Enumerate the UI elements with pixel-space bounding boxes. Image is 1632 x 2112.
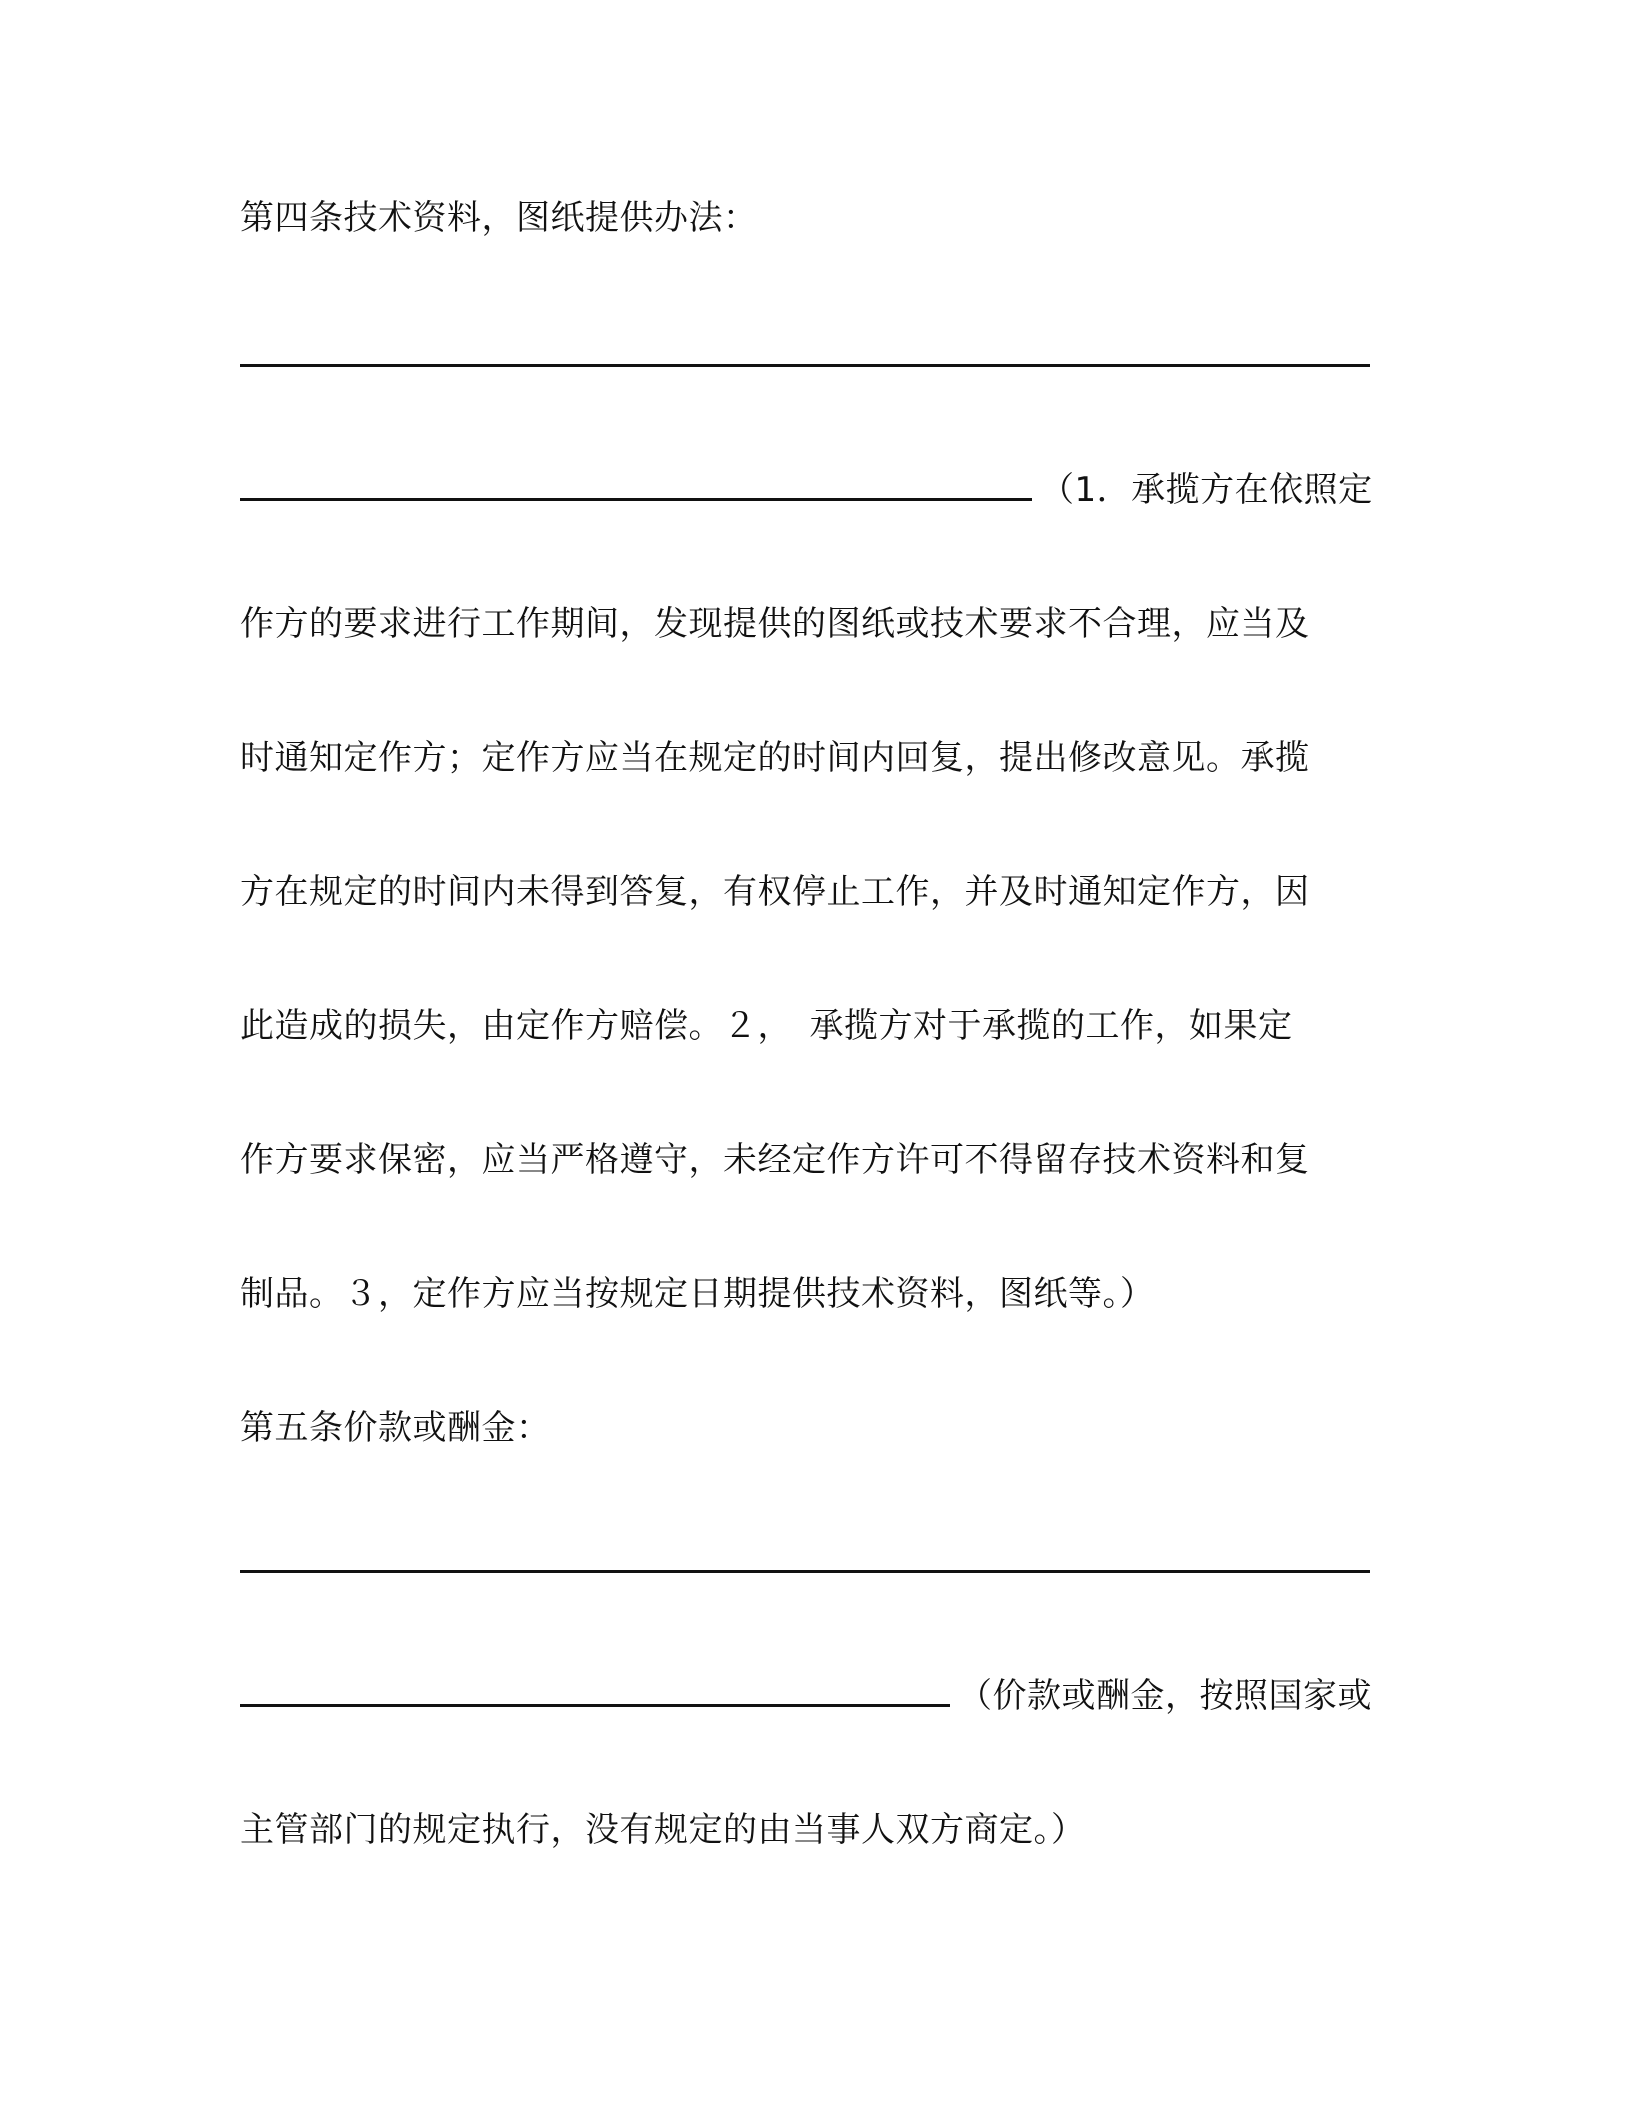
fill-in-blank[interactable] [240, 468, 1032, 501]
article-4-note-line: 此造成的损失，由定作方赔偿。２， 承揽方对于承揽的工作，如果定 [240, 1006, 1293, 1046]
article-4-note-line: （1．承揽方在依照定 [1040, 470, 1373, 510]
article-4-blank-line-1[interactable] [240, 334, 1400, 378]
article-4-heading: 第四条技术资料，图纸提供办法： [240, 198, 758, 238]
article-4-note-line: 时通知定作方；定作方应当在规定的时间内回复，提出修改意见。承揽 [240, 738, 1310, 778]
fill-in-blank[interactable] [240, 1540, 1370, 1573]
article-4-note-line: 制品。３，定作方应当按规定日期提供技术资料，图纸等。） [240, 1274, 1155, 1314]
fill-in-blank[interactable] [240, 1674, 950, 1707]
article-4-note-line: 作方要求保密，应当严格遵守，未经定作方许可不得留存技术资料和复 [240, 1140, 1310, 1180]
article-4-note-line: 作方的要求进行工作期间，发现提供的图纸或技术要求不合理，应当及 [240, 604, 1310, 644]
article-5-note-line: 主管部门的规定执行，没有规定的由当事人双方商定。） [240, 1810, 1086, 1850]
article-5-blank-line-2 [240, 1674, 1400, 1718]
article-4-note-line: 方在规定的时间内未得到答复，有权停止工作，并及时通知定作方，因 [240, 872, 1310, 912]
article-5-heading: 第五条价款或酬金： [240, 1408, 551, 1448]
article-4-blank-line-2 [240, 468, 1400, 512]
article-5-note-line: （价款或酬金，按照国家或 [958, 1676, 1372, 1716]
fill-in-blank[interactable] [240, 334, 1370, 367]
article-5-blank-line-1[interactable] [240, 1540, 1400, 1584]
